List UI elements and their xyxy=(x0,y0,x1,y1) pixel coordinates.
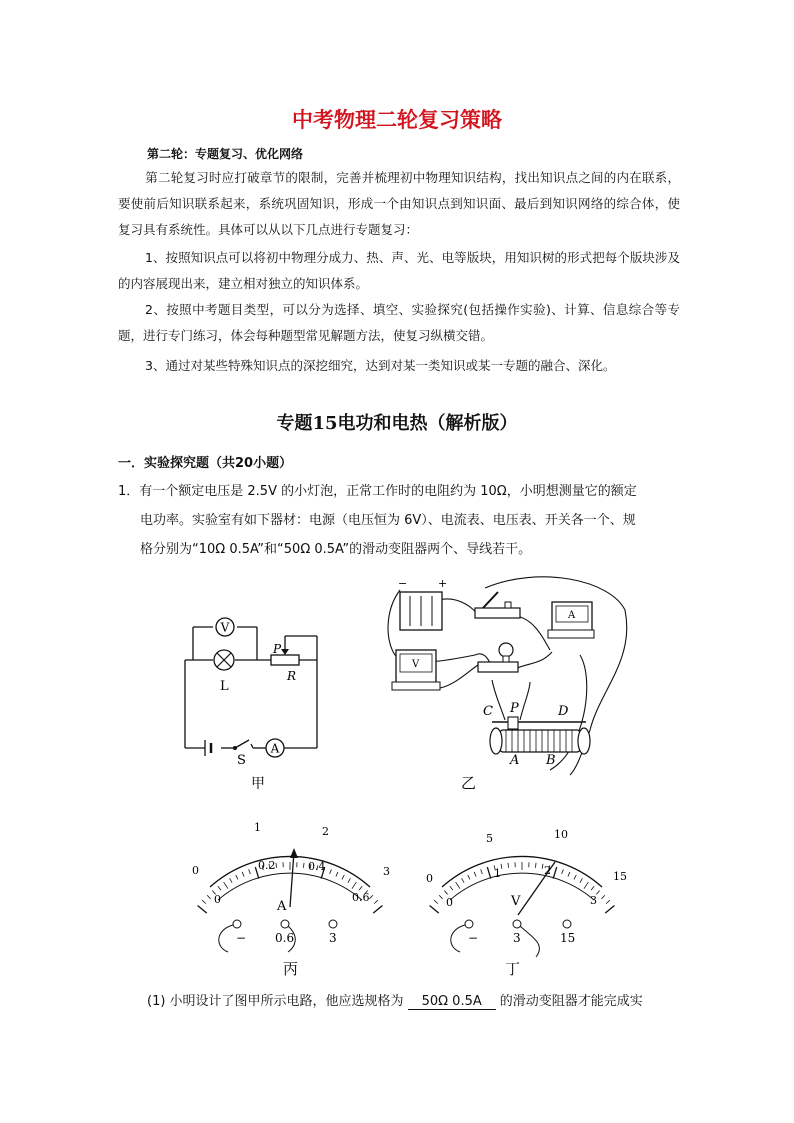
slider-arrow-head xyxy=(281,649,289,655)
scale-tick xyxy=(474,872,476,877)
figure-ding-caption: 丁 xyxy=(505,960,521,978)
bulb xyxy=(499,643,513,657)
scale-tick xyxy=(450,886,453,890)
rheostat-end-left xyxy=(490,728,502,754)
terminal-label-3: 3 xyxy=(329,931,337,945)
scale-tick xyxy=(580,878,583,882)
outer-tick-0: 0 xyxy=(426,872,433,885)
scale-tick xyxy=(369,895,372,899)
page-title: 中考物理二轮复习策略 xyxy=(292,108,502,132)
inner-tick-1: 1 xyxy=(494,867,501,880)
scale-tick xyxy=(508,863,509,868)
outer-tick-2: 2 xyxy=(322,825,329,838)
scale-tick xyxy=(535,863,536,868)
lamp-holder-base xyxy=(478,662,518,672)
needle-tip xyxy=(290,848,298,858)
scale-tick xyxy=(487,867,490,878)
terminal-negative xyxy=(233,920,241,928)
sub-question-suffix: 的滑动变阻器才能完成实 xyxy=(499,994,643,1009)
scale-tick xyxy=(501,864,502,869)
ammeter-label: A xyxy=(270,741,280,756)
terminal-label-3: 3 xyxy=(513,931,521,945)
answer-blank: 50Ω 0.5A xyxy=(408,994,496,1010)
knife-switch-clip xyxy=(505,602,511,608)
figure-yi-apparatus xyxy=(380,570,630,795)
scale-tick xyxy=(352,882,356,889)
outer-tick-5: 5 xyxy=(486,832,493,845)
scale-tick xyxy=(562,869,564,874)
dial-arc-inner xyxy=(450,873,594,900)
figure-bing-ammeter-dial xyxy=(180,812,405,982)
scale-tick xyxy=(236,875,238,879)
bulb-socket xyxy=(503,656,509,662)
rheostat-slider xyxy=(508,717,518,729)
figure-yi-caption: 乙 xyxy=(461,774,477,792)
scale-tick xyxy=(574,875,576,879)
scale-tick xyxy=(601,895,604,899)
inner-tick-3: 3 xyxy=(590,894,597,907)
scale-tick xyxy=(456,882,460,889)
question-1-text xyxy=(118,477,680,564)
scale-tick xyxy=(606,900,610,903)
scale-tick xyxy=(336,872,338,877)
page-subtitle: 第二轮：专题复习、优化网络 xyxy=(147,147,304,161)
knife-switch-blade xyxy=(483,592,498,608)
scale-tick xyxy=(342,875,344,879)
scale-tick xyxy=(568,872,570,877)
switch-blade xyxy=(235,740,249,748)
inner-tick-0-4: 0.4 xyxy=(308,860,326,873)
scale-tick xyxy=(359,886,362,890)
switch-label: S xyxy=(237,753,246,768)
scale-tick xyxy=(374,900,378,903)
rheostat-label: R xyxy=(287,669,297,683)
terminal-b-label: B xyxy=(546,753,556,768)
terminal-label-negative: − xyxy=(468,931,479,945)
scale-tick xyxy=(434,900,438,903)
scale-tick xyxy=(249,869,251,874)
question-1-line-2: 电功率。实验室有如下器材：电源（电压恒为 6V）、电流表、电压表、开关各一个、规 xyxy=(140,513,636,528)
scale-tick xyxy=(242,872,244,877)
scale-tick xyxy=(303,863,304,868)
intro-paragraph-2: 1、按照知识点可以将初中物理分成力、热、声、光、电等版块，用知识树的形式把每个版块涉及的内容展现出来，建立相对独立的知识体系。 xyxy=(118,250,680,291)
inner-tick-0: 0 xyxy=(214,893,221,906)
inner-tick-0-2: 0.2 xyxy=(258,859,276,872)
outer-tick-15: 15 xyxy=(613,870,627,883)
intro-paragraph-3: 2、按照中考题目类型，可以分为选择、填空、实验探究(包括操作实验)、计算、信息综合等专题，进行专门练习，体会每种题型常见解题方法，使复习纵横交错。 xyxy=(118,302,680,343)
dial-needle xyxy=(518,862,555,915)
terminal-label-negative: − xyxy=(236,931,247,945)
scale-tick xyxy=(553,867,556,878)
figure-jia-caption: 甲 xyxy=(251,776,265,792)
intro-paragraph-1: 第二轮复习时应打破章节的限制，完善并梳理初中物理知识结构，找出知识点之间的内在联系，要使前后知识联系起来，系统巩固知识，形成一个由知识点到知识面、最后到知识网络的综合体，使复习具有系统性。具体可以从以下几点进行专题复习： xyxy=(118,170,680,237)
terminal-label-0-6: 0.6 xyxy=(275,931,295,945)
scale-tick xyxy=(276,863,277,868)
scale-tick xyxy=(444,891,447,895)
terminal-a-label: A xyxy=(510,753,520,768)
scale-tick xyxy=(605,906,614,914)
scale-tick xyxy=(218,886,221,890)
scale-tick xyxy=(198,906,207,914)
scale-tick xyxy=(462,878,465,882)
lamp-label: L xyxy=(220,679,229,694)
section-heading: 一．实验探究题（共20小题） xyxy=(118,456,293,471)
dial-arc-outer xyxy=(210,856,370,887)
scale-tick xyxy=(430,906,439,914)
terminal-label-15: 15 xyxy=(560,931,576,945)
scale-tick xyxy=(224,882,228,889)
section-title: 专题15电功和电热（解析版） xyxy=(276,413,518,434)
scale-tick xyxy=(468,875,470,879)
inner-tick-0-6: 0.6 xyxy=(352,891,370,904)
terminal-3 xyxy=(513,920,521,928)
figure-bing-caption: 丙 xyxy=(283,960,299,978)
voltmeter-terminal-strip xyxy=(392,682,440,690)
meter-letter: A xyxy=(277,899,287,914)
scale-tick xyxy=(542,864,543,869)
scale-tick xyxy=(207,895,210,899)
terminal-0-6 xyxy=(281,920,289,928)
intro-paragraph-4: 3、通过对某些特殊知识点的深挖细究，达到对某一类知识或某一专题的融合、深化。 xyxy=(145,358,616,373)
scale-tick xyxy=(348,878,351,882)
lead-wire-left xyxy=(451,925,465,952)
inner-tick-2: 2 xyxy=(544,864,551,877)
terminal-negative xyxy=(465,920,473,928)
scale-tick xyxy=(202,900,206,903)
scale-tick xyxy=(373,906,382,914)
terminal-3 xyxy=(329,920,337,928)
ammeter-device-label: A xyxy=(568,610,576,621)
terminal-15 xyxy=(563,920,571,928)
sub-question-prefix: (1) 小明设计了图甲所示电路，他应选规格为 xyxy=(147,994,404,1009)
figure-ding-voltmeter-dial xyxy=(420,812,645,982)
question-1-line-1: 1．有一个额定电压是 2.5V 的小灯泡，正常工作时的电阻约为 10Ω，小明想测量它的额定 xyxy=(118,484,637,499)
terminal-p-label: P xyxy=(510,701,519,716)
dial-arc-inner xyxy=(218,873,362,900)
sub-question-1 xyxy=(147,990,643,1010)
outer-tick-0: 0 xyxy=(192,864,199,877)
battery-minus-label: − xyxy=(398,577,408,590)
scale-tick xyxy=(330,869,332,874)
outer-tick-1: 1 xyxy=(254,821,261,834)
scale-tick xyxy=(439,895,442,899)
knife-switch-base xyxy=(475,608,520,618)
slider-label: P xyxy=(273,642,282,656)
ammeter-terminal-strip xyxy=(548,630,594,638)
dial-needle xyxy=(290,852,294,907)
battery-plus-label: + xyxy=(438,577,448,590)
figure-jia-circuit-diagram xyxy=(175,608,335,798)
scale-tick xyxy=(591,886,594,890)
dial-ticks xyxy=(430,862,615,913)
rheostat-symbol xyxy=(271,655,299,665)
question-1-line-3: 格分别为“10Ω 0.5A”和“50Ω 0.5A”的滑动变阻器两个、导线若干。 xyxy=(140,542,532,557)
inner-tick-0: 0 xyxy=(446,896,453,909)
scale-tick xyxy=(481,869,483,874)
terminal-c-label: C xyxy=(483,704,493,719)
lead-wire-left xyxy=(219,925,233,952)
voltmeter-device-label: V xyxy=(412,659,420,670)
lead-wire-mid xyxy=(520,926,539,957)
scale-tick xyxy=(230,878,233,882)
scale-tick xyxy=(584,882,588,889)
dial-arc-outer xyxy=(442,856,602,887)
meter-letter: V xyxy=(511,894,521,909)
outer-tick-10: 10 xyxy=(554,828,568,841)
outer-tick-3: 3 xyxy=(383,865,390,878)
voltmeter-label: V xyxy=(220,620,230,635)
terminal-d-label: D xyxy=(558,704,569,719)
rheostat-end-right xyxy=(578,728,590,754)
